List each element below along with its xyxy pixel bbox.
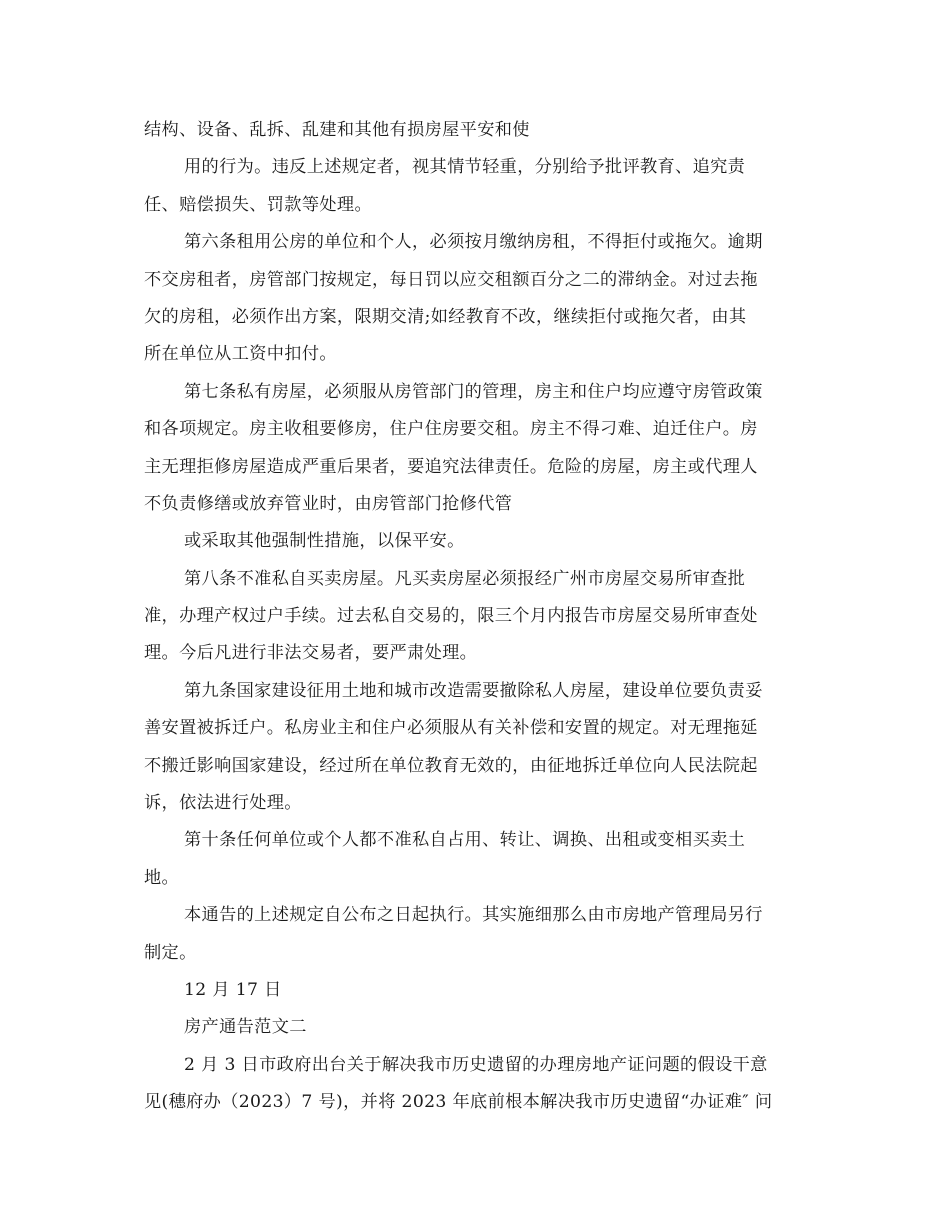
text-line: 第八条不准私自买卖房屋。凡买卖房屋必须报经广州市房屋交易所审查批: [184, 568, 746, 589]
text-line: 或采取其他强制性措施，以保平安。: [184, 531, 465, 552]
document-body: [144, 112, 804, 1122]
text-line: 所在单位从工资中扣付。: [144, 344, 337, 365]
text-line: 不搬迁影响国家建设，经过所在单位教育无效的，由征地拆迁单位向人民法院起: [144, 755, 758, 776]
text-line: 本通告的上述规定自公布之日起执行。其实施细那么由市房地产管理局另行: [184, 905, 763, 926]
section-heading: 房产通告范文二: [184, 1017, 307, 1038]
text-line: 善安置被拆迁户。私房业主和住户必须服从有关补偿和安置的规定。对无理拖延: [144, 718, 758, 739]
text-line: 第十条任何单位或个人都不准私自占用、转让、调换、出租或变相买卖土: [184, 830, 746, 851]
text-line: 用的行为。违反上述规定者，视其情节轻重，分别给予批评教育、追究责: [184, 157, 746, 178]
text-line: 任、赔偿损失、罚款等处理。: [144, 194, 372, 215]
text-line: 见(穗府办（2023）7 号)，并将 2023 年底前根本解决我市历史遗留“办证难″ 问: [144, 1092, 773, 1113]
date-line: 12 月 17 日: [184, 979, 282, 1000]
text-line: 准，办理产权过户手续。过去私自交易的，限三个月内报告市房屋交易所审查处: [144, 606, 758, 627]
text-line: 和各项规定。房主收租要修房，住户住房要交租。房主不得刁难、迫迁住户。房: [144, 419, 758, 440]
text-line: 结构、设备、乱拆、乱建和其他有损房屋平安和使: [144, 120, 530, 140]
text-line: 第七条私有房屋，必须服从房管部门的管理，房主和住户均应遵守房管政策: [184, 381, 763, 402]
text-line: 地。: [144, 867, 180, 888]
text-line: 欠的房租，必须作出方案，限期交清;如经教育不改，继续拒付或拖欠者，由其: [144, 306, 747, 327]
text-line: 不交房租者，房管部门按规定，每日罚以应交租额百分之二的滞纳金。对过去拖: [144, 269, 758, 290]
text-line: 第九条国家建设征用土地和城市改造需要撤除私人房屋，建设单位要负责妥: [184, 680, 763, 701]
text-line: 制定。: [144, 942, 197, 963]
text-line: 不负责修缮或放弃管业时，由房管部门抢修代管: [144, 493, 513, 514]
text-line: 主无理拒修房屋造成严重后果者，要追究法律责任。危险的房屋，房主或代理人: [144, 456, 758, 477]
text-line: 第六条租用公房的单位和个人，必须按月缴纳房租，不得拒付或拖欠。逾期: [184, 232, 763, 253]
text-line: 2 月 3 日市政府出台关于解决我市历史遗留的办理房地产证问题的假设干意: [184, 1054, 768, 1075]
text-line: 理。今后凡进行非法交易者，要严肃处理。: [144, 643, 478, 664]
text-line: 诉，依法进行处理。: [144, 793, 302, 814]
